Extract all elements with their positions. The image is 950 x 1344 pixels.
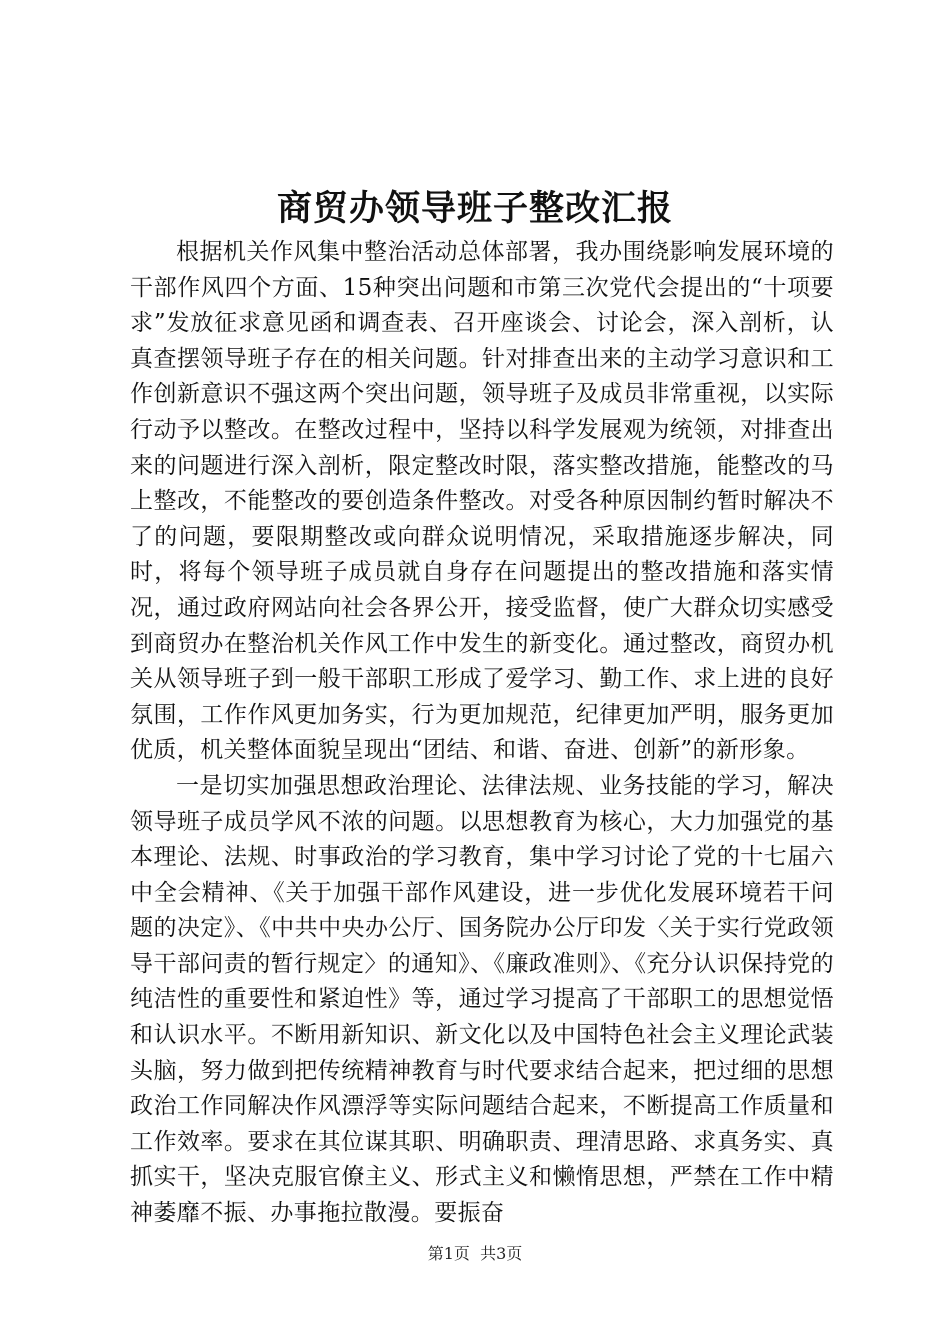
body-paragraph-2: 一是切实加强思想政治理论、法律法规、业务技能的学习，解决领导班子成员学风不浓的问题。以思想教育为核心，大力加强党的基本理论、法规、时事政治的学习教育，集中学习讨论了党的十七届六中全会精神、《关于加强干部作风建设，进一步优化发展环境若干问题的决定》、《中共中央办公厅、国务院办公厅印发〈关于实行党政领导干部问责的暂行规定〉的通知》、《廉政准则》、《充分认识保持党的纯洁性的重要性和紧迫性》等，通过学习提高了干部职工的思想觉悟和认识水平。不断用新知识、新文化以及中国特色社会主义理论武装头脑，努力做到把传统精神教育与时代要求结合起来，把过细的思想政治工作同解决作风漂浮等实际问题结合起来，不断提高工作质量和工作效率。要求在其位谋其职、明确职责、理清思路、求真务实、真抓实干，坚决克服官僚主义、形式主义和懒惰思想，严禁在工作中精神萎靡不振、办事拖拉散漫。要振奋: [130, 772, 834, 1227]
body-paragraph-1: 根据机关作风集中整治活动总体部署，我办围绕影响发展环境的干部作风四个方面、15种突出问题和市第三次党代会提出的“十项要求”发放征求意见函和调查表、召开座谈会、讨论会，深入剖析，认真查摆领导班子存在的相关问题。针对排查出来的主动学习意识和工作创新意识不强这两个突出问题，领导班子及成员非常重视，以实际行动予以整改。在整改过程中，坚持以科学发展观为统领，对排查出来的问题进行深入剖析，限定整改时限，落实整改措施，能整改的马上整改，不能整改的要创造条件整改。对受各种原因制约暂时解决不了的问题，要限期整改或向群众说明情况，采取措施逐步解决，同时，将每个领导班子成员就自身存在问题提出的整改措施和落实情况，通过政府网站向社会各界公开，接受监督，使广大群众切实感受到商贸办在整治机关作风工作中发生的新变化。通过整改，商贸办机关从领导班子到一般干部职工形成了爱学习、勤工作、求上进的良好氛围，工作作风更加务实，行为更加规范，纪律更加严明，服务更加优质，机关整体面貌呈现出“团结、和谐、奋进、创新”的新形象。: [130, 239, 834, 764]
document-title: 商贸办领导班子整改汇报: [276, 188, 673, 229]
page-footer: [0, 1242, 950, 1266]
document-body: [130, 235, 834, 1232]
page-number-label: 第1页 共3页: [427, 1244, 523, 1263]
